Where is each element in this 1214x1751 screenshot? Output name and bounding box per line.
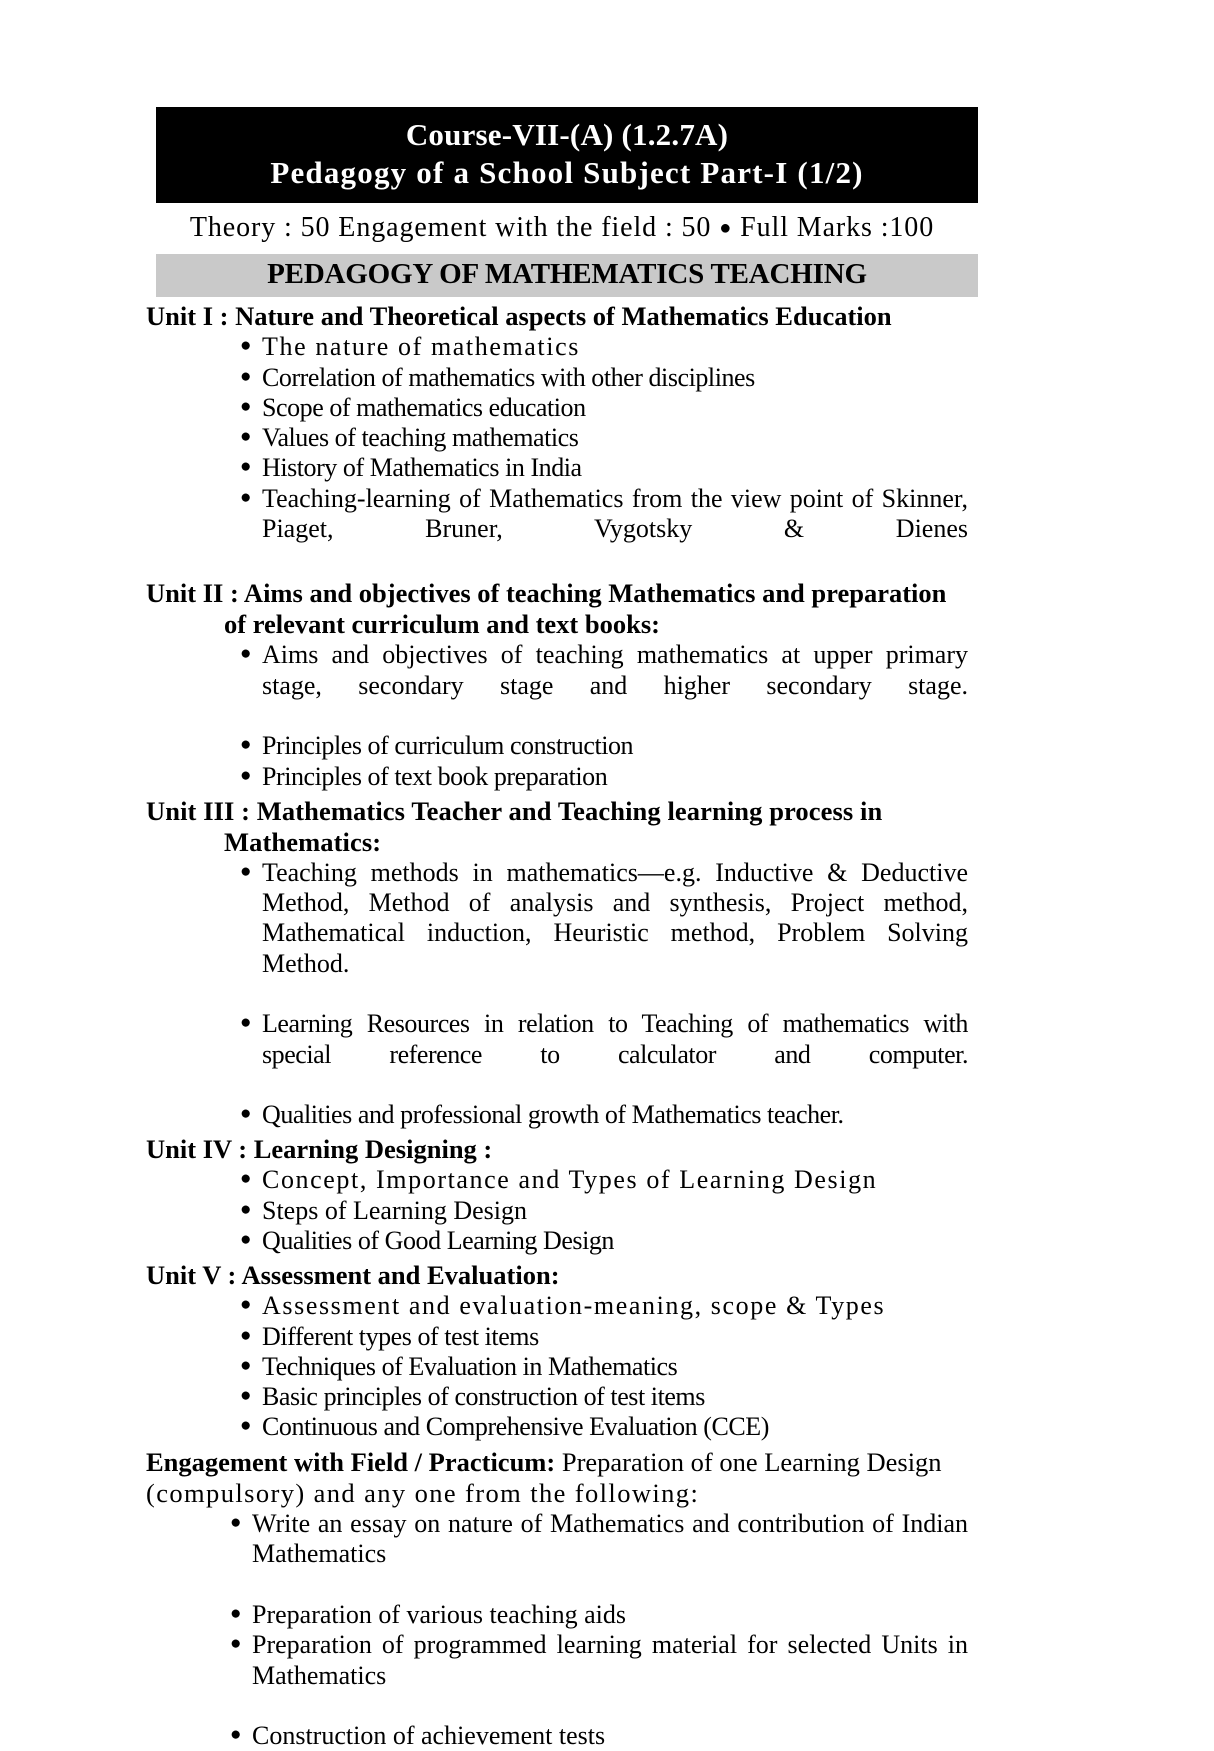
unit-heading: [146, 301, 968, 332]
engagement-intro-line2: (compulsory) and any one from the following:: [146, 1477, 700, 1508]
bullet-icon: ●: [240, 426, 252, 448]
unit-heading: [146, 578, 968, 640]
list-item: [146, 762, 968, 792]
list-item-text: Concept, Importance and Types of Learning Design: [262, 1165, 878, 1195]
unit-bullet-list: [146, 858, 968, 1131]
list-item: [146, 1382, 968, 1412]
list-item-text: Scope of mathematics education: [262, 392, 586, 422]
list-item: [146, 1509, 968, 1600]
unit-heading-text: Unit V : Assessment and Evaluation:: [146, 1260, 560, 1291]
list-item-text: Techniques of Evaluation in Mathematics: [262, 1351, 678, 1381]
bullet-icon: ●: [240, 1294, 252, 1316]
list-item-text: Preparation of programmed learning material for selected Units in Mathematics: [252, 1630, 968, 1690]
list-item: [146, 640, 968, 731]
list-item: [146, 1009, 968, 1100]
bullet-icon: ●: [230, 1512, 242, 1534]
list-item-text: Learning Resources in relation to Teaching of mathematics with special reference to calculator and computer.: [262, 1009, 968, 1069]
bullet-icon: ●: [230, 1603, 242, 1625]
engagement-paragraph: [146, 1447, 968, 1510]
engagement-intro-line1: Preparation of one Learning Design: [555, 1446, 942, 1477]
list-item: [146, 1322, 968, 1352]
marks-line: [146, 208, 978, 249]
list-item: [146, 363, 968, 393]
engagement-bullet-list: [146, 1509, 968, 1751]
list-item-text: Teaching-learning of Mathematics from the view point of Skinner, Piaget, Bruner, Vygotsky & Dienes: [262, 483, 968, 543]
bullet-icon: ●: [240, 1228, 252, 1250]
subject-band: [156, 254, 978, 297]
unit-heading-continuation: Mathematics:: [224, 826, 382, 857]
bullet-separator-icon: ●: [719, 216, 733, 239]
bullet-icon: ●: [240, 335, 252, 357]
bullet-icon: ●: [240, 1415, 252, 1437]
list-item-text: Teaching methods in mathematics—e.g. Inductive & Deductive Method, Method of analysis and synthesis, Project method, Mathematical induction, Heuristic method, Problem Solving Method.: [262, 857, 968, 978]
bullet-icon: ●: [240, 486, 252, 508]
list-item-text: Write an essay on nature of Mathematics and contribution of Indian Mathematics: [252, 1509, 968, 1569]
bullet-icon: ●: [240, 1385, 252, 1407]
unit-section-2: [146, 578, 968, 791]
list-item: [146, 1600, 968, 1630]
bullet-icon: ●: [240, 365, 252, 387]
subject-band-title: PEDAGOGY OF MATHEMATICS TEACHING: [267, 258, 867, 291]
bullet-icon: ●: [240, 1198, 252, 1220]
list-item-text: Assessment and evaluation-meaning, scope & Types: [262, 1291, 886, 1321]
bullet-icon: ●: [240, 643, 252, 665]
list-item: [146, 332, 968, 362]
list-item: [146, 1291, 968, 1321]
list-item: [146, 1226, 968, 1256]
course-title: Pedagogy of a School Subject Part-I (1/2): [270, 154, 864, 190]
list-item-text: Construction of achievement tests: [252, 1721, 606, 1751]
list-item-text: Steps of Learning Design: [262, 1195, 528, 1225]
list-item-text: Qualities and professional growth of Mathematics teacher.: [262, 1100, 844, 1130]
list-item-text: The nature of mathematics: [262, 332, 580, 362]
list-item: [146, 1100, 968, 1130]
list-item-text: History of Mathematics in India: [262, 453, 582, 483]
bullet-icon: ●: [240, 1354, 252, 1376]
bullet-icon: ●: [240, 860, 252, 882]
bullet-icon: ●: [240, 1324, 252, 1346]
bullet-icon: ●: [240, 456, 252, 478]
bullet-icon: ●: [240, 1168, 252, 1190]
unit-bullet-list: [146, 332, 968, 574]
list-item: [146, 1196, 968, 1226]
marks-theory: Theory : 50 Engagement with the field : 50: [189, 211, 712, 243]
list-item: [146, 453, 968, 483]
list-item-text: Values of teaching mathematics: [262, 423, 579, 453]
list-item-text: Correlation of mathematics with other disciplines: [262, 362, 755, 392]
unit-section-5: [146, 1260, 968, 1442]
unit-heading: [146, 1134, 968, 1165]
list-item: [146, 1412, 968, 1442]
list-item-text: Continuous and Comprehensive Evaluation (CCE): [262, 1412, 769, 1442]
bullet-icon: ●: [240, 764, 252, 786]
list-item: [146, 1630, 968, 1721]
bullet-icon: ●: [240, 1012, 252, 1034]
unit-bullet-list: [146, 1165, 968, 1256]
list-item-text: Basic principles of construction of test items: [262, 1382, 705, 1412]
list-item: [146, 1165, 968, 1195]
marks-full: Full Marks :100: [740, 211, 935, 243]
bullet-icon: ●: [230, 1724, 242, 1746]
unit-heading-text: Unit III : Mathematics Teacher and Teaching learning process in: [146, 795, 883, 826]
list-item-text: Qualities of Good Learning Design: [262, 1225, 614, 1255]
list-item-text: Preparation of various teaching aids: [252, 1600, 626, 1630]
unit-section-4: [146, 1134, 968, 1256]
course-title-bar: [156, 107, 978, 203]
unit-heading-text: Unit IV : Learning Designing :: [146, 1134, 493, 1165]
unit-heading-continuation: of relevant curriculum and text books:: [224, 609, 660, 640]
bullet-icon: ●: [240, 734, 252, 756]
list-item: [146, 858, 968, 1009]
list-item-text: Aims and objectives of teaching mathematics at upper primary stage, secondary stage and higher secondary stage.: [262, 640, 968, 700]
list-item: [146, 1352, 968, 1382]
unit-section-1: [146, 301, 968, 574]
list-item: [146, 484, 968, 575]
document-content: [146, 107, 968, 1751]
list-item: [146, 1721, 968, 1751]
unit-section-3: [146, 796, 968, 1131]
engagement-section: [146, 1447, 968, 1751]
unit-bullet-list: [146, 1291, 968, 1442]
bullet-icon: ●: [240, 395, 252, 417]
unit-bullet-list: [146, 640, 968, 791]
course-code: Course-VII-(A) (1.2.7A): [405, 117, 729, 152]
list-item-text: Principles of curriculum construction: [262, 731, 634, 761]
list-item: [146, 731, 968, 761]
bullet-icon: ●: [240, 1103, 252, 1125]
unit-heading-text: Unit II : Aims and objectives of teaching Mathematics and preparation: [146, 578, 947, 609]
engagement-label: Engagement with Field / Practicum:: [146, 1446, 556, 1477]
unit-heading: [146, 796, 968, 858]
bullet-icon: ●: [230, 1633, 242, 1655]
unit-heading-text: Unit I : Nature and Theoretical aspects of Mathematics Education: [146, 301, 892, 332]
unit-heading: [146, 1260, 968, 1291]
list-item: [146, 393, 968, 423]
list-item-text: Principles of text book preparation: [262, 761, 608, 791]
list-item-text: Different types of test items: [262, 1321, 539, 1351]
list-item: [146, 423, 968, 453]
